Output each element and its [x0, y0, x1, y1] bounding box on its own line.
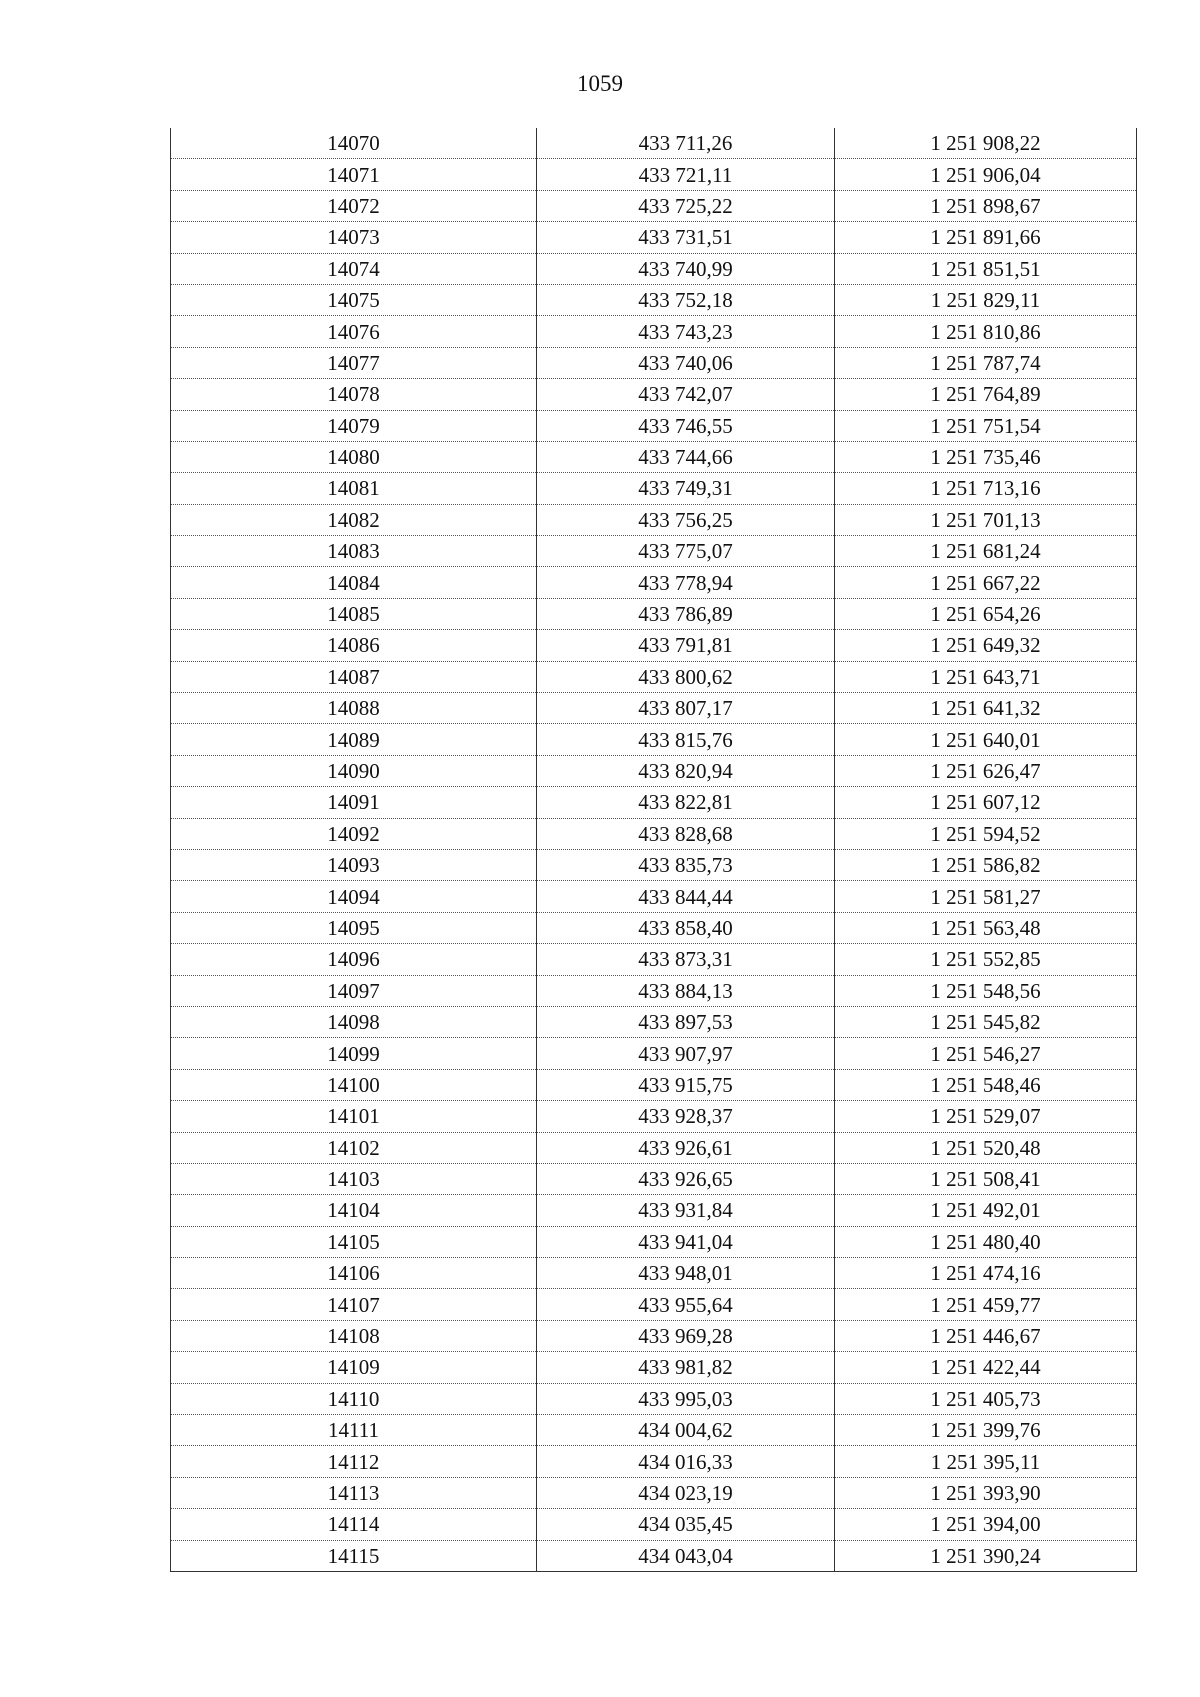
y-coordinate-cell: 1 251 654,26 — [835, 598, 1137, 629]
x-coordinate-cell: 433 948,01 — [537, 1258, 835, 1289]
y-coordinate-cell: 1 251 492,01 — [835, 1195, 1137, 1226]
y-coordinate-cell: 1 251 459,77 — [835, 1289, 1137, 1320]
y-coordinate-cell: 1 251 548,56 — [835, 975, 1137, 1006]
table-row — [171, 1069, 1137, 1100]
table-row — [171, 881, 1137, 912]
table-row — [171, 1101, 1137, 1132]
table-row — [171, 1038, 1137, 1069]
table-row — [171, 661, 1137, 692]
point-number-cell: 14115 — [171, 1540, 537, 1571]
point-number-cell: 14080 — [171, 441, 537, 472]
x-coordinate-cell: 433 749,31 — [537, 473, 835, 504]
point-number-cell: 14077 — [171, 347, 537, 378]
x-coordinate-cell: 433 743,23 — [537, 316, 835, 347]
x-coordinate-cell: 433 858,40 — [537, 912, 835, 943]
table-row — [171, 1540, 1137, 1571]
table-row — [171, 316, 1137, 347]
y-coordinate-cell: 1 251 906,04 — [835, 159, 1137, 190]
x-coordinate-cell: 434 035,45 — [537, 1509, 835, 1540]
table-row — [171, 1352, 1137, 1383]
x-coordinate-cell: 433 928,37 — [537, 1101, 835, 1132]
y-coordinate-cell: 1 251 787,74 — [835, 347, 1137, 378]
y-coordinate-cell: 1 251 643,71 — [835, 661, 1137, 692]
y-coordinate-cell: 1 251 851,51 — [835, 253, 1137, 284]
table-row — [171, 630, 1137, 661]
point-number-cell: 14086 — [171, 630, 537, 661]
point-number-cell: 14110 — [171, 1383, 537, 1414]
y-coordinate-cell: 1 251 399,76 — [835, 1415, 1137, 1446]
table-row — [171, 536, 1137, 567]
x-coordinate-cell: 433 746,55 — [537, 410, 835, 441]
y-coordinate-cell: 1 251 552,85 — [835, 944, 1137, 975]
point-number-cell: 14108 — [171, 1320, 537, 1351]
y-coordinate-cell: 1 251 546,27 — [835, 1038, 1137, 1069]
point-number-cell: 14087 — [171, 661, 537, 692]
point-number-cell: 14076 — [171, 316, 537, 347]
y-coordinate-cell: 1 251 422,44 — [835, 1352, 1137, 1383]
point-number-cell: 14109 — [171, 1352, 537, 1383]
table-row — [171, 128, 1137, 159]
y-coordinate-cell: 1 251 701,13 — [835, 504, 1137, 535]
y-coordinate-cell: 1 251 594,52 — [835, 818, 1137, 849]
table-row — [171, 598, 1137, 629]
x-coordinate-cell: 433 756,25 — [537, 504, 835, 535]
x-coordinate-cell: 434 023,19 — [537, 1477, 835, 1508]
x-coordinate-cell: 433 995,03 — [537, 1383, 835, 1414]
point-number-cell: 14095 — [171, 912, 537, 943]
x-coordinate-cell: 433 744,66 — [537, 441, 835, 472]
x-coordinate-cell: 433 742,07 — [537, 379, 835, 410]
point-number-cell: 14111 — [171, 1415, 537, 1446]
table-row — [171, 975, 1137, 1006]
point-number-cell: 14114 — [171, 1509, 537, 1540]
table-row — [171, 912, 1137, 943]
point-number-cell: 14070 — [171, 128, 537, 159]
point-number-cell: 14075 — [171, 284, 537, 315]
table-row — [171, 755, 1137, 786]
table-row — [171, 1006, 1137, 1037]
y-coordinate-cell: 1 251 735,46 — [835, 441, 1137, 472]
point-number-cell: 14098 — [171, 1006, 537, 1037]
point-number-cell: 14096 — [171, 944, 537, 975]
x-coordinate-cell: 433 778,94 — [537, 567, 835, 598]
point-number-cell: 14093 — [171, 849, 537, 880]
y-coordinate-cell: 1 251 395,11 — [835, 1446, 1137, 1477]
y-coordinate-cell: 1 251 908,22 — [835, 128, 1137, 159]
point-number-cell: 14082 — [171, 504, 537, 535]
table-row — [171, 1509, 1137, 1540]
page-number: 1059 — [577, 71, 623, 96]
point-number-cell: 14072 — [171, 190, 537, 221]
y-coordinate-cell: 1 251 891,66 — [835, 222, 1137, 253]
table-row — [171, 222, 1137, 253]
point-number-cell: 14089 — [171, 724, 537, 755]
x-coordinate-cell: 433 711,26 — [537, 128, 835, 159]
table-row — [171, 1132, 1137, 1163]
y-coordinate-cell: 1 251 607,12 — [835, 787, 1137, 818]
x-coordinate-cell: 433 915,75 — [537, 1069, 835, 1100]
table-row — [171, 441, 1137, 472]
point-number-cell: 14104 — [171, 1195, 537, 1226]
table-row — [171, 1195, 1137, 1226]
y-coordinate-cell: 1 251 394,00 — [835, 1509, 1137, 1540]
y-coordinate-cell: 1 251 581,27 — [835, 881, 1137, 912]
point-number-cell: 14103 — [171, 1163, 537, 1194]
point-number-cell: 14091 — [171, 787, 537, 818]
point-number-cell: 14081 — [171, 473, 537, 504]
table-row — [171, 1226, 1137, 1257]
x-coordinate-cell: 433 807,17 — [537, 693, 835, 724]
y-coordinate-cell: 1 251 810,86 — [835, 316, 1137, 347]
y-coordinate-cell: 1 251 529,07 — [835, 1101, 1137, 1132]
point-number-cell: 14079 — [171, 410, 537, 441]
y-coordinate-cell: 1 251 393,90 — [835, 1477, 1137, 1508]
x-coordinate-cell: 433 725,22 — [537, 190, 835, 221]
x-coordinate-cell: 433 815,76 — [537, 724, 835, 755]
y-coordinate-cell: 1 251 474,16 — [835, 1258, 1137, 1289]
point-number-cell: 14084 — [171, 567, 537, 598]
table-row — [171, 1446, 1137, 1477]
point-number-cell: 14100 — [171, 1069, 537, 1100]
table-row — [171, 504, 1137, 535]
x-coordinate-cell: 433 955,64 — [537, 1289, 835, 1320]
y-coordinate-cell: 1 251 751,54 — [835, 410, 1137, 441]
table-row — [171, 1415, 1137, 1446]
point-number-cell: 14083 — [171, 536, 537, 567]
point-number-cell: 14113 — [171, 1477, 537, 1508]
table-row — [171, 724, 1137, 755]
point-number-cell: 14074 — [171, 253, 537, 284]
x-coordinate-cell: 433 752,18 — [537, 284, 835, 315]
x-coordinate-cell: 433 786,89 — [537, 598, 835, 629]
x-coordinate-cell: 433 926,61 — [537, 1132, 835, 1163]
table-row — [171, 1289, 1137, 1320]
x-coordinate-cell: 433 969,28 — [537, 1320, 835, 1351]
x-coordinate-cell: 433 731,51 — [537, 222, 835, 253]
point-number-cell: 14112 — [171, 1446, 537, 1477]
y-coordinate-cell: 1 251 548,46 — [835, 1069, 1137, 1100]
point-number-cell: 14078 — [171, 379, 537, 410]
point-number-cell: 14094 — [171, 881, 537, 912]
y-coordinate-cell: 1 251 545,82 — [835, 1006, 1137, 1037]
y-coordinate-cell: 1 251 713,16 — [835, 473, 1137, 504]
y-coordinate-cell: 1 251 563,48 — [835, 912, 1137, 943]
y-coordinate-cell: 1 251 641,32 — [835, 693, 1137, 724]
point-number-cell: 14105 — [171, 1226, 537, 1257]
x-coordinate-cell: 433 721,11 — [537, 159, 835, 190]
x-coordinate-cell: 433 844,44 — [537, 881, 835, 912]
table-row — [171, 159, 1137, 190]
table-row — [171, 693, 1137, 724]
table-row — [171, 849, 1137, 880]
x-coordinate-cell: 433 800,62 — [537, 661, 835, 692]
x-coordinate-cell: 433 820,94 — [537, 755, 835, 786]
point-number-cell: 14092 — [171, 818, 537, 849]
point-number-cell: 14101 — [171, 1101, 537, 1132]
y-coordinate-cell: 1 251 681,24 — [835, 536, 1137, 567]
table-row — [171, 944, 1137, 975]
x-coordinate-cell: 433 941,04 — [537, 1226, 835, 1257]
x-coordinate-cell: 434 004,62 — [537, 1415, 835, 1446]
y-coordinate-cell: 1 251 898,67 — [835, 190, 1137, 221]
x-coordinate-cell: 434 016,33 — [537, 1446, 835, 1477]
point-number-cell: 14073 — [171, 222, 537, 253]
x-coordinate-cell: 433 740,06 — [537, 347, 835, 378]
y-coordinate-cell: 1 251 508,41 — [835, 1163, 1137, 1194]
y-coordinate-cell: 1 251 480,40 — [835, 1226, 1137, 1257]
table-row — [171, 1383, 1137, 1414]
y-coordinate-cell: 1 251 829,11 — [835, 284, 1137, 315]
table-row — [171, 1320, 1137, 1351]
table-row — [171, 818, 1137, 849]
x-coordinate-cell: 433 791,81 — [537, 630, 835, 661]
table-row — [171, 1258, 1137, 1289]
point-number-cell: 14102 — [171, 1132, 537, 1163]
x-coordinate-cell: 433 828,68 — [537, 818, 835, 849]
table-row — [171, 379, 1137, 410]
x-coordinate-cell: 433 897,53 — [537, 1006, 835, 1037]
y-coordinate-cell: 1 251 586,82 — [835, 849, 1137, 880]
x-coordinate-cell: 433 822,81 — [537, 787, 835, 818]
table-row — [171, 253, 1137, 284]
table-row — [171, 787, 1137, 818]
table-row — [171, 347, 1137, 378]
point-number-cell: 14088 — [171, 693, 537, 724]
point-number-cell: 14071 — [171, 159, 537, 190]
y-coordinate-cell: 1 251 446,67 — [835, 1320, 1137, 1351]
x-coordinate-cell: 433 775,07 — [537, 536, 835, 567]
y-coordinate-cell: 1 251 390,24 — [835, 1540, 1137, 1571]
table-row — [171, 567, 1137, 598]
x-coordinate-cell: 433 884,13 — [537, 975, 835, 1006]
point-number-cell: 14090 — [171, 755, 537, 786]
table-row — [171, 410, 1137, 441]
y-coordinate-cell: 1 251 640,01 — [835, 724, 1137, 755]
x-coordinate-cell: 433 907,97 — [537, 1038, 835, 1069]
y-coordinate-cell: 1 251 649,32 — [835, 630, 1137, 661]
y-coordinate-cell: 1 251 667,22 — [835, 567, 1137, 598]
y-coordinate-cell: 1 251 520,48 — [835, 1132, 1137, 1163]
table-row — [171, 473, 1137, 504]
table-row — [171, 1477, 1137, 1508]
point-number-cell: 14099 — [171, 1038, 537, 1069]
point-number-cell: 14106 — [171, 1258, 537, 1289]
point-number-cell: 14107 — [171, 1289, 537, 1320]
y-coordinate-cell: 1 251 405,73 — [835, 1383, 1137, 1414]
y-coordinate-cell: 1 251 626,47 — [835, 755, 1137, 786]
y-coordinate-cell: 1 251 764,89 — [835, 379, 1137, 410]
x-coordinate-cell: 433 931,84 — [537, 1195, 835, 1226]
x-coordinate-cell: 433 835,73 — [537, 849, 835, 880]
x-coordinate-cell: 433 873,31 — [537, 944, 835, 975]
point-number-cell: 14097 — [171, 975, 537, 1006]
coordinates-table — [170, 128, 1137, 1572]
table-row — [171, 284, 1137, 315]
x-coordinate-cell: 433 926,65 — [537, 1163, 835, 1194]
table-row — [171, 1163, 1137, 1194]
table-row — [171, 190, 1137, 221]
x-coordinate-cell: 434 043,04 — [537, 1540, 835, 1571]
x-coordinate-cell: 433 740,99 — [537, 253, 835, 284]
table-body — [171, 128, 1137, 1571]
point-number-cell: 14085 — [171, 598, 537, 629]
x-coordinate-cell: 433 981,82 — [537, 1352, 835, 1383]
